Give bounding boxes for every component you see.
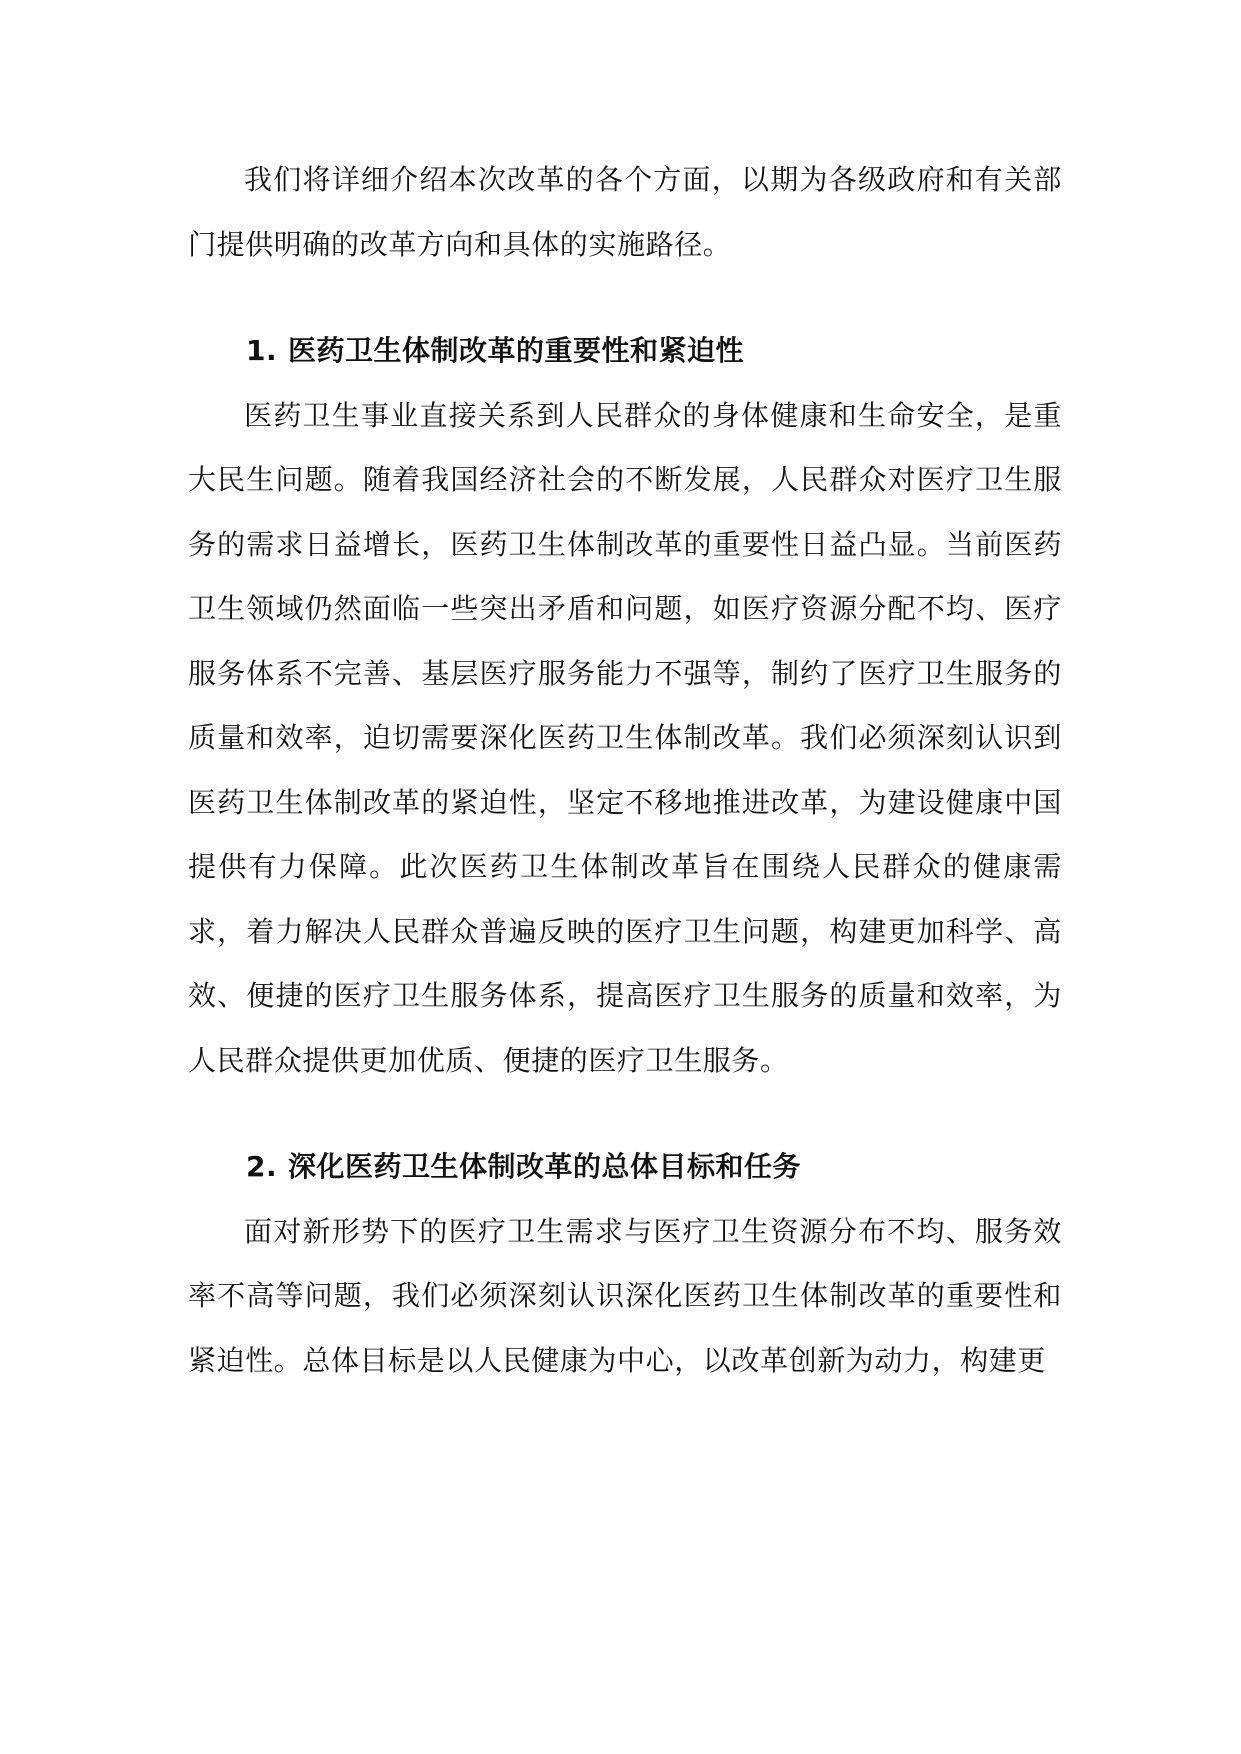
section-1-paragraph: 医药卫生事业直接关系到人民群众的身体健康和生命安全，是重大民生问题。随着我国经济社会的不断发展，人民群众对医疗卫生服务的需求日益增长，医药卫生体制改革的重要性日益凸显。当前医药卫生领域仍然面临一些突出矛盾和问题，如医疗资源分配不均、医疗服务体系不完善、基层医疗服务能力不强等，制约了医疗卫生服务的质量和效率，迫切需要深化医药卫生体制改革。我们必须深刻认识到医药卫生体制改革的紧迫性，坚定不移地推进改革，为建设健康中国提供有力保障。此次医药卫生体制改革旨在围绕人民群众的健康需求，着力解决人民群众普遍反映的医疗卫生问题，构建更加科学、高效、便捷的医疗卫生服务体系，提高医疗卫生服务的质量和效率，为人民群众提供更加优质、便捷的医疗卫生服务。 [188,398,1062,1077]
section-2-number: 2. [246,1150,278,1183]
section-2-heading [188,1135,1062,1200]
document-body [188,148,1062,1393]
section-1-title: 医药卫生体制改革的重要性和紧迫性 [288,334,745,367]
section-2-title: 深化医药卫生体制改革的总体目标和任务 [288,1150,802,1183]
section-1-number: 1. [246,334,278,367]
section-1-heading [188,319,1062,384]
intro-paragraph: 我们将详细介绍本次改革的各个方面，以期为各级政府和有关部门提供明确的改革方向和具体的实施路径。 [188,163,1062,261]
section-gap [188,1093,1062,1135]
section-2-paragraph: 面对新形势下的医疗卫生需求与医疗卫生资源分布不均、服务效率不高等问题，我们必须深刻认识深化医药卫生体制改革的重要性和紧迫性。总体目标是以人民健康为中心，以改革创新为动力，构建更 [188,1214,1062,1377]
section-gap [188,277,1062,319]
